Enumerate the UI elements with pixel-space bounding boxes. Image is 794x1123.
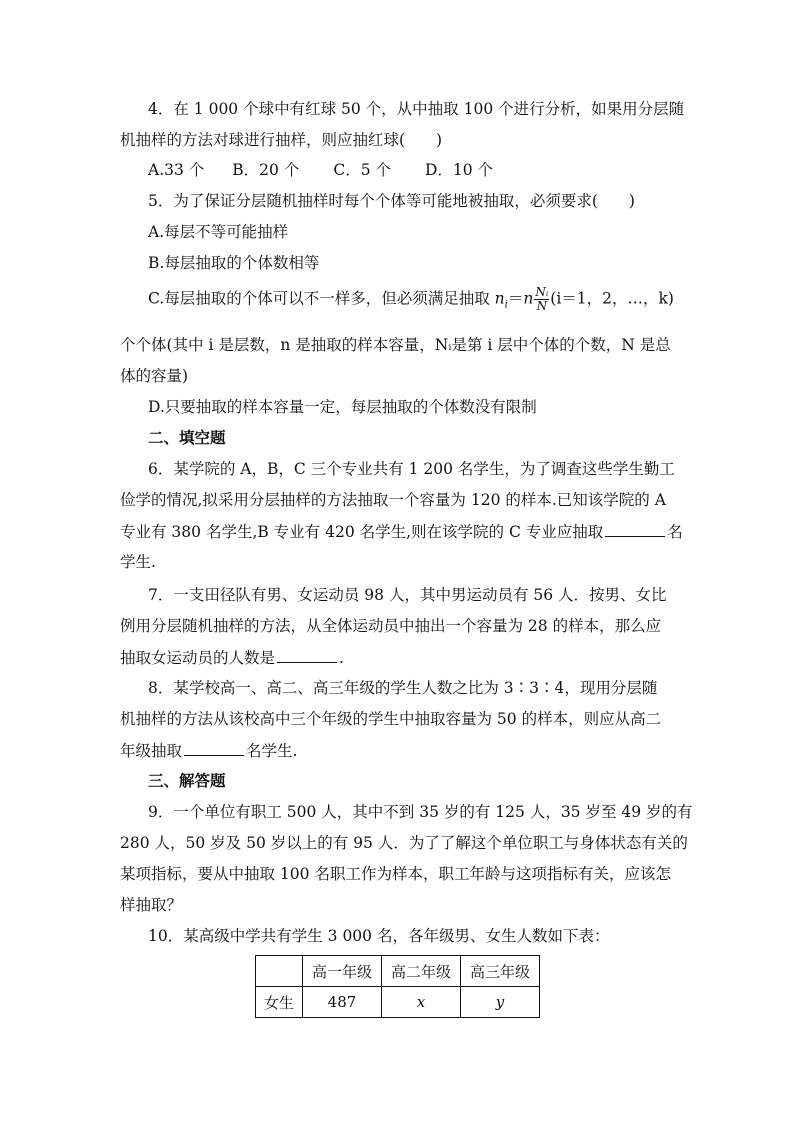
section-answer-questions: 三、解答题 — [148, 771, 226, 790]
table-row — [256, 987, 540, 1018]
q4-line1: 4．在 1 000 个球中有红球 50 个，从中抽取 100 个进行分析，如果用分层随 — [148, 100, 685, 118]
q9-line1: 9．一个单位有职工 500 人，其中不到 35 岁的有 125 人，35 岁至 49 岁的有 — [148, 803, 693, 821]
grade-gender-table — [255, 955, 540, 1018]
table-header-row — [256, 956, 540, 987]
q7-line2: 例用分层随机抽样的方法，从全体运动员中抽出一个容量为 28 的样本，那么应 — [120, 617, 662, 635]
q5-ni-sub: i — [504, 299, 508, 311]
q6-line4: 学生. — [120, 553, 156, 571]
q5-line1: 5．为了保证分层随机抽样时每个个体等可能地被抽取，必须要求( ) — [148, 192, 635, 210]
q4-option-a: A.33 个 — [148, 161, 205, 179]
q8-line3-post: 名学生. — [246, 742, 298, 760]
q6-line3-post: 名 — [667, 523, 683, 541]
q4-line2: 机抽样的方法对球进行抽样，则应抽红球( ) — [120, 131, 443, 149]
q5-option-c-line2: 个个体(其中 i 是层数，n 是抽取的样本容量，Nᵢ是第 i 层中个体的个数，N 是总 — [120, 336, 671, 354]
q5-ni: n — [494, 289, 505, 308]
table-header-cell: 高二年级 — [382, 956, 461, 987]
q5-option-c — [148, 286, 674, 316]
q8-line3 — [120, 740, 297, 761]
section-fill-in-blank: 二、填空题 — [148, 428, 226, 447]
q8-line3-text: 年级抽取 — [120, 742, 183, 760]
q5-fraction — [534, 286, 549, 313]
q9-line4: 样抽取？ — [120, 896, 183, 914]
q4-option-b: B．20 个 — [232, 161, 300, 179]
q7-line3-post: . — [339, 649, 344, 667]
q6-line2: 俭学的情况,拟采用分层抽样的方法抽取一个容量为 120 的样本.已知该学院的 A — [120, 491, 666, 509]
q7-line3-text: 抽取女运动员的人数是 — [120, 649, 276, 667]
q4-option-c: C．5 个 — [333, 161, 391, 179]
table-header-cell: 高一年级 — [303, 956, 382, 987]
table-header-cell: 高三年级 — [461, 956, 540, 987]
table-cell: 女生 — [256, 987, 303, 1018]
q8-line2: 机抽样的方法从该校高中三个年级的学生中抽取容量为 50 的样本，则应从高二 — [120, 710, 662, 728]
q10-line1: 10．某高级中学共有学生 3 000 名，各年级男、女生人数如下表： — [148, 927, 610, 945]
q8-answer-blank — [184, 740, 244, 756]
q5-n: n — [523, 289, 534, 308]
q6-line3-text: 专业有 380 名学生,B 专业有 420 名学生,则在该学院的 C 专业应抽取 — [120, 523, 604, 541]
q4-options — [148, 160, 493, 180]
q7-line3 — [120, 647, 344, 668]
q5-option-c-text: C.每层抽取的个体可以不一样多，但必须满足抽取 — [148, 289, 495, 308]
q5-eq: ＝ — [507, 289, 524, 308]
q5-fraction-numerator: Nᵢ — [535, 285, 549, 299]
q5-option-c-line3: 体的容量) — [120, 367, 189, 385]
table-cell: 487 — [303, 987, 382, 1018]
table-cell: y — [461, 987, 540, 1018]
q5-option-c-post: (i＝1，2，…，k) — [550, 289, 674, 308]
q5-option-b: B.每层抽取的个体数相等 — [148, 254, 320, 272]
q5-option-a: A.每层不等可能抽样 — [148, 223, 289, 241]
q6-answer-blank — [605, 521, 665, 537]
q4-option-d: D．10 个 — [424, 161, 494, 179]
q5-fraction-denominator: N — [536, 299, 548, 313]
table-cell: x — [382, 987, 461, 1018]
q6-line1: 6．某学院的 A，B，C 三个专业共有 1 200 名学生，为了调查这些学生勤工 — [148, 460, 675, 478]
q9-line2: 280 人，50 岁及 50 岁以上的有 95 人．为了了解这个单位职工与身体状态有关的 — [120, 834, 688, 852]
q7-line1: 7．一支田径队有男、女运动员 98 人，其中男运动员有 56 人．按男、女比 — [148, 586, 667, 604]
q6-line3 — [120, 521, 683, 542]
q5-option-d: D.只要抽取的样本容量一定，每层抽取的个体数没有限制 — [148, 398, 537, 416]
q7-answer-blank — [277, 647, 337, 663]
q9-line3: 某项指标，要从中抽取 100 名职工作为样本，职工年龄与这项指标有关，应该怎 — [120, 865, 671, 883]
table-header-cell — [256, 956, 303, 987]
q8-line1: 8．某学校高一、高二、高三年级的学生人数之比为 3∶3∶4，现用分层随 — [148, 679, 658, 697]
